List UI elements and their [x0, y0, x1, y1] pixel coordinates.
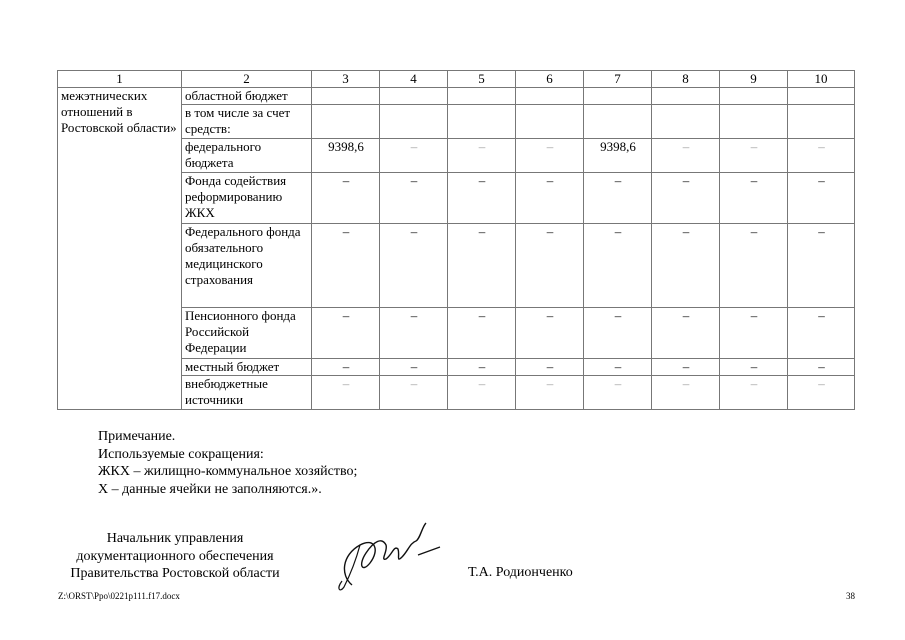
table-cell: –	[380, 359, 448, 376]
table-cell: –	[720, 173, 788, 224]
table-cell: –	[448, 224, 516, 308]
signatory-line: документационного обеспечения	[76, 548, 274, 564]
table-cell: –	[516, 224, 584, 308]
handwritten-signature	[330, 515, 450, 595]
funding-source-label: областной бюджет	[182, 88, 312, 105]
table-cell: –	[788, 139, 855, 173]
funding-source-label: местный бюджет	[182, 359, 312, 376]
table-cell: –	[448, 308, 516, 359]
table-header-cell: 7	[584, 71, 652, 88]
table-cell: –	[380, 308, 448, 359]
funding-source-label: Федерального фонда обязательного медицинского страхования	[182, 224, 312, 308]
table-cell: –	[584, 376, 652, 410]
table-cell: –	[652, 224, 720, 308]
table-header-cell: 1	[58, 71, 182, 88]
table-cell	[584, 105, 652, 139]
table-cell: –	[380, 139, 448, 173]
table-cell	[584, 88, 652, 105]
table-cell	[788, 105, 855, 139]
table-cell: –	[312, 359, 380, 376]
table-cell: –	[584, 224, 652, 308]
signatory-line: Начальник управления	[106, 531, 244, 546]
table-header-row	[58, 71, 855, 88]
table-header-cell: 2	[182, 71, 312, 88]
table-cell: –	[720, 376, 788, 410]
table-cell: –	[448, 359, 516, 376]
signatory-name: Т.А. Родионченко	[468, 565, 573, 580]
table-cell	[720, 105, 788, 139]
funding-source-label: Пенсионного фонда Российской Федерации	[182, 308, 312, 359]
funding-source-label: Фонда содействия реформированию ЖКХ	[182, 173, 312, 224]
table-cell	[516, 105, 584, 139]
file-path: Z:\ORST\Ppo\0221p111.f17.docx	[58, 591, 180, 601]
table-cell: –	[516, 173, 584, 224]
table-cell	[312, 105, 380, 139]
note-abbrev-zhkh: ЖКХ – жилищно-коммунальное хозяйство;	[98, 464, 358, 479]
funding-source-label: внебюджетные источники	[182, 376, 312, 410]
table-cell: –	[788, 359, 855, 376]
table-cell	[312, 88, 380, 105]
table-cell: –	[448, 173, 516, 224]
table-cell	[448, 88, 516, 105]
table-cell: –	[448, 376, 516, 410]
funding-source-label: в том числе за счет средств:	[182, 105, 312, 139]
table-cell: –	[516, 139, 584, 173]
signatory-line: Правительства Ростовской области	[70, 566, 280, 581]
signatory-title	[40, 530, 310, 583]
table-cell: –	[312, 308, 380, 359]
table-cell	[652, 88, 720, 105]
table-cell	[788, 88, 855, 105]
table-cell: –	[584, 308, 652, 359]
table-cell: –	[584, 173, 652, 224]
table-header-cell: 4	[380, 71, 448, 88]
table-cell: –	[720, 359, 788, 376]
table-cell: –	[720, 224, 788, 308]
table-cell	[448, 105, 516, 139]
table-header-cell: 3	[312, 71, 380, 88]
table-cell: –	[380, 376, 448, 410]
note-abbrev-heading: Используемые сокращения:	[98, 446, 264, 462]
table-cell: –	[516, 376, 584, 410]
table-cell: –	[720, 139, 788, 173]
table-header-cell: 10	[788, 71, 855, 88]
note-title: Примечание.	[98, 429, 176, 444]
note-block	[98, 428, 357, 498]
table-cell: –	[584, 359, 652, 376]
table-cell	[516, 88, 584, 105]
table-row	[58, 88, 855, 105]
table-cell: –	[652, 376, 720, 410]
table-cell: –	[380, 173, 448, 224]
note-abbrev-x: Х – данные ячейки не заполняются.».	[98, 481, 322, 497]
page-number: 38	[846, 591, 855, 601]
table-cell: –	[516, 359, 584, 376]
table-header-cell: 5	[448, 71, 516, 88]
table-cell: –	[380, 224, 448, 308]
table-cell: –	[788, 308, 855, 359]
table-cell: –	[788, 224, 855, 308]
program-name-cell: межэтнических отношений в Ростовской области»	[58, 88, 182, 410]
table-cell: –	[788, 173, 855, 224]
table-cell	[380, 105, 448, 139]
table-cell	[720, 88, 788, 105]
table-cell: –	[652, 359, 720, 376]
table-header-cell: 9	[720, 71, 788, 88]
table-cell: –	[652, 139, 720, 173]
table-cell: –	[652, 308, 720, 359]
funding-source-label: федерального бюджета	[182, 139, 312, 173]
table-cell: 9398,6	[312, 139, 380, 173]
table-cell	[652, 105, 720, 139]
table-cell: –	[788, 376, 855, 410]
table-header-cell: 8	[652, 71, 720, 88]
budget-table	[57, 70, 855, 410]
table-cell: –	[516, 308, 584, 359]
table-cell: –	[652, 173, 720, 224]
table-cell: –	[720, 308, 788, 359]
table-cell: –	[448, 139, 516, 173]
table-cell: –	[312, 376, 380, 410]
table-cell	[380, 88, 448, 105]
table-cell: 9398,6	[584, 139, 652, 173]
table-cell: –	[312, 173, 380, 224]
table-header-cell: 6	[516, 71, 584, 88]
table-cell: –	[312, 224, 380, 308]
